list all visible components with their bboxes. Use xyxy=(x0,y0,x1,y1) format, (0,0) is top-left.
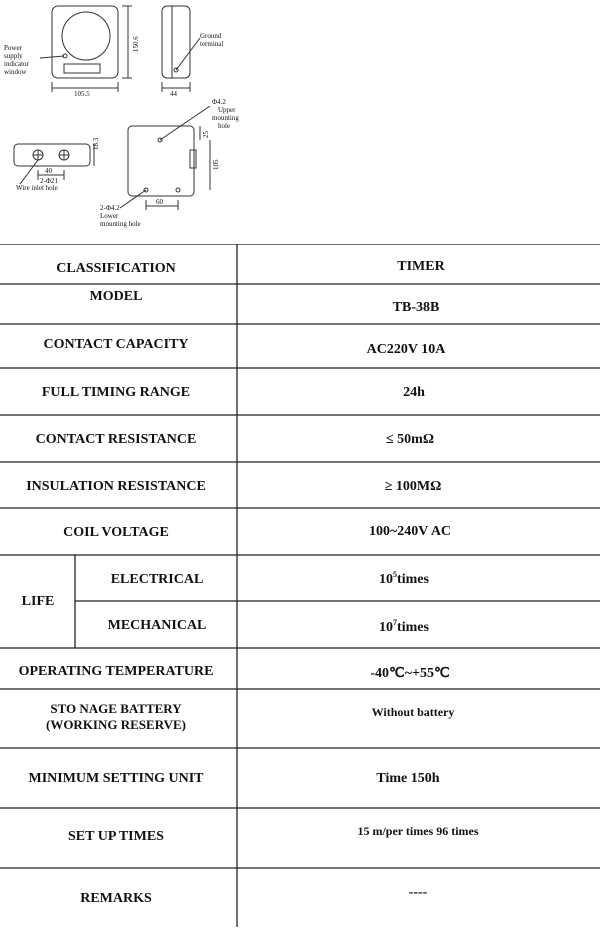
value-model: TB-38B xyxy=(392,300,440,315)
bottom-view-body xyxy=(14,144,90,166)
dim-upper-offset: 25 xyxy=(202,131,210,138)
label-coil-voltage: COIL VOLTAGE xyxy=(63,525,169,540)
label-contact-resistance: CONTACT RESISTANCE xyxy=(35,432,197,447)
lower-mounting-hole-2 xyxy=(176,188,180,192)
back-view-body xyxy=(128,126,194,196)
dim-hole-spacing: 60 xyxy=(156,198,163,206)
value-insulation-resistance: ≥ 100MΩ xyxy=(384,479,442,494)
front-view-body xyxy=(52,6,118,78)
dim-bottom-width: 40 xyxy=(45,167,52,175)
power-window-label-line1: Power xyxy=(4,44,22,52)
label-contact-capacity: CONTACT CAPACITY xyxy=(43,337,189,352)
label-full-timing-range: FULL TIMING RANGE xyxy=(41,385,191,400)
value-mechanical-unit: times xyxy=(397,620,429,635)
upper-hole-label-line4: hole xyxy=(218,122,231,130)
dim-hole-vertical: 105 xyxy=(212,159,220,170)
value-electrical-unit: times xyxy=(397,572,429,587)
value-electrical-exp: 5 xyxy=(393,570,398,579)
power-window-label-line4: window xyxy=(4,68,27,76)
dial-circle xyxy=(62,12,110,60)
wire-inlet-label: Wire inlet hole xyxy=(16,184,58,192)
label-electrical: ELECTRICAL xyxy=(110,572,204,587)
lower-hole-label-line1: 2-Φ4.2 xyxy=(100,204,120,212)
value-operating-temperature: -40℃~+55℃ xyxy=(370,666,450,681)
spec-table-svg xyxy=(0,244,600,927)
dim-width-front: 105.5 xyxy=(74,90,90,98)
value-electrical-base: 10 xyxy=(379,572,394,587)
value-contact-resistance: ≤ 50mΩ xyxy=(385,432,435,447)
label-model: MODEL xyxy=(89,289,143,304)
label-classification: CLASSIFICATION xyxy=(56,261,176,276)
ground-terminal-label-line2: terminal xyxy=(200,40,224,48)
dimension-drawing xyxy=(0,0,600,240)
wire-inlet-dim-label: 2-Φ21 xyxy=(40,177,58,185)
label-battery-line2: (WORKING RESERVE) xyxy=(45,717,187,732)
power-window-label-line2: supply xyxy=(4,52,23,60)
upper-hole-label-line3: mounting xyxy=(212,114,239,122)
label-battery-line1: STO NAGE BATTERY xyxy=(50,701,182,716)
value-mechanical xyxy=(379,618,429,635)
value-electrical xyxy=(379,570,429,587)
label-insulation-resistance: INSULATION RESISTANCE xyxy=(26,479,206,494)
value-set-up-times: 15 m/per times 96 times xyxy=(357,824,479,838)
ground-terminal-label-line1: Ground xyxy=(200,32,222,40)
power-window-label-line3: indicator xyxy=(4,60,29,68)
dim-bottom-height: 18.3 xyxy=(92,137,100,150)
label-minimum-setting-unit: MINIMUM SETTING UNIT xyxy=(28,771,204,786)
spec-table xyxy=(0,244,600,927)
upper-hole-label-line2: Upper xyxy=(218,106,236,114)
back-view-clip xyxy=(190,150,196,168)
label-set-up-times: SET UP TIMES xyxy=(68,829,164,844)
value-remarks: ---- xyxy=(408,885,428,900)
value-classification: TIMER xyxy=(397,259,445,274)
dim-depth-side: 44 xyxy=(170,90,177,98)
lower-hole-label-line2: Lower xyxy=(100,212,119,220)
value-minimum-setting-unit: Time 150h xyxy=(376,771,440,786)
value-mechanical-base: 10 xyxy=(379,620,394,635)
upper-hole-label-line1: Φ4.2 xyxy=(212,98,226,106)
value-battery: Without battery xyxy=(371,705,455,719)
dim-height-front: 150.6 xyxy=(132,36,140,52)
label-remarks: REMARKS xyxy=(80,891,152,906)
label-operating-temperature: OPERATING TEMPERATURE xyxy=(18,664,214,679)
label-mechanical: MECHANICAL xyxy=(107,618,207,633)
value-full-timing-range: 24h xyxy=(403,385,425,400)
value-contact-capacity: AC220V 10A xyxy=(366,342,446,357)
indicator-window xyxy=(64,64,100,73)
dimension-drawing-svg xyxy=(0,0,600,240)
value-coil-voltage: 100~240V AC xyxy=(368,524,452,539)
lower-hole-label-line3: mounting hole xyxy=(100,220,141,228)
label-life: LIFE xyxy=(21,594,55,609)
side-view-body xyxy=(162,6,190,78)
value-mechanical-exp: 7 xyxy=(393,618,398,627)
